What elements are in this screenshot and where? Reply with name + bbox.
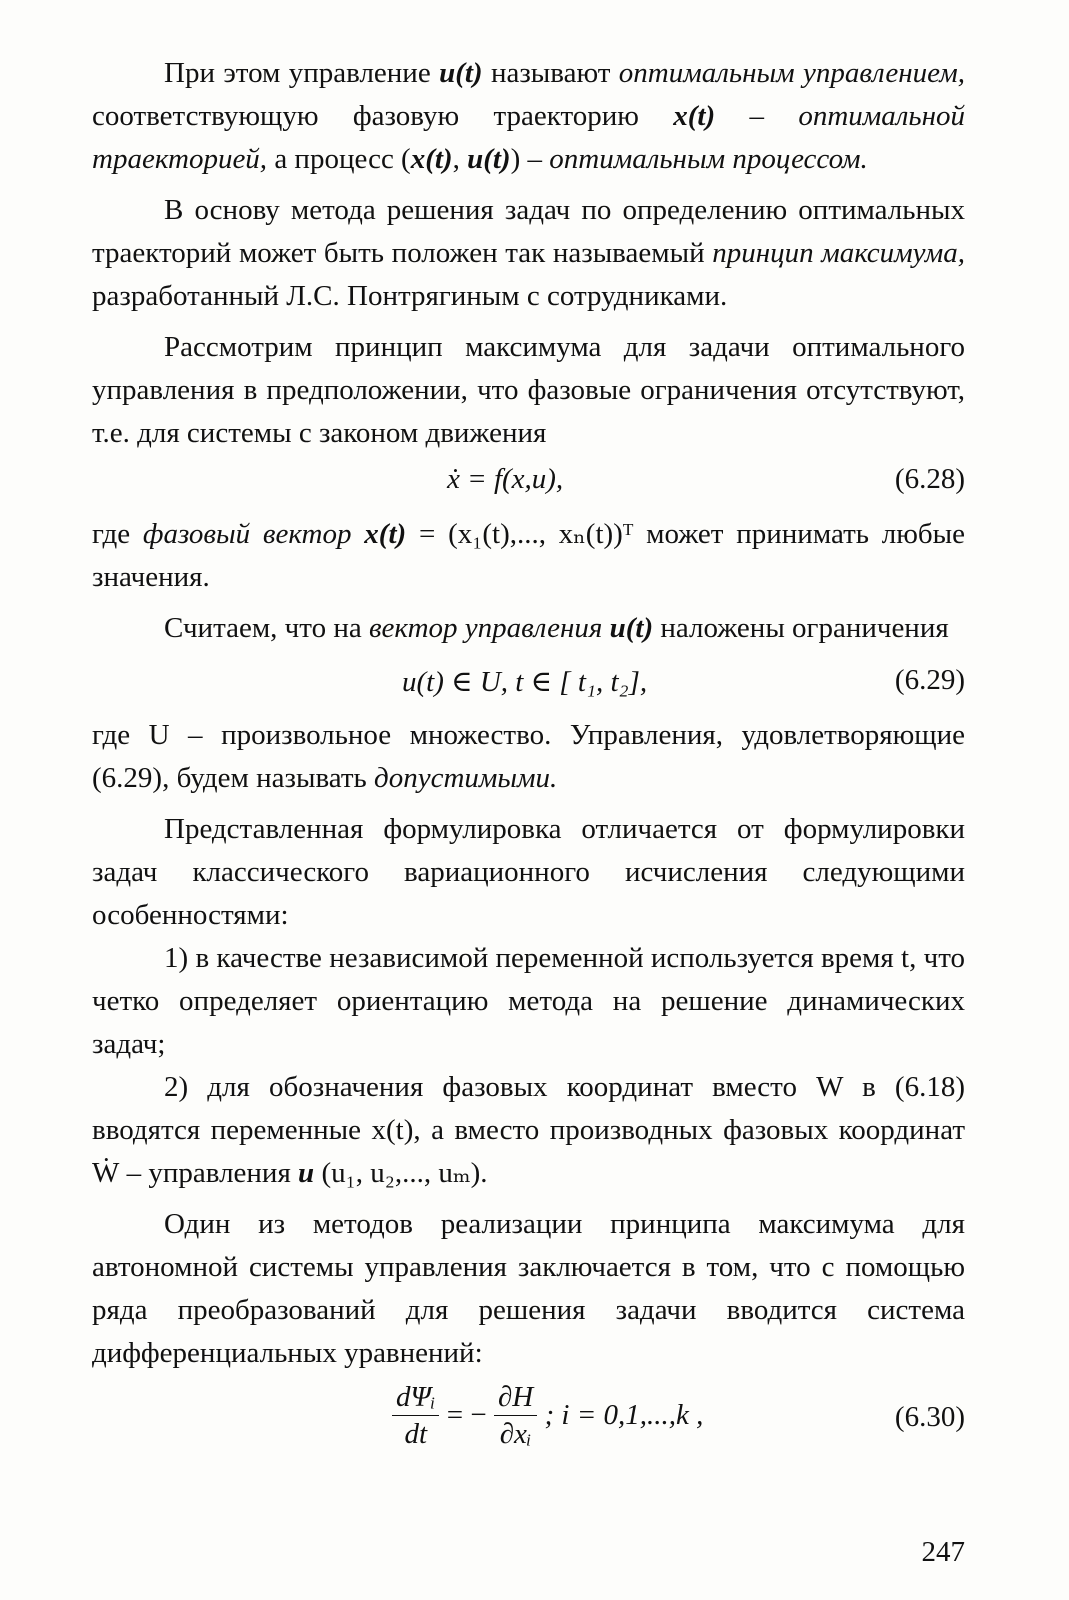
equation-6-28 [92, 455, 965, 513]
text: = (x₁(t),..., xₙ(t))ᵀ может принимать любые значения. [92, 518, 966, 593]
text: где U – произвольное множество. Управления, удовлетворяющие (6.29), будем называть [92, 719, 965, 794]
term-phase-vector: фазовый вектор [142, 518, 352, 550]
text: ) – [510, 143, 550, 175]
term-admissible: допустимыми. [374, 762, 558, 794]
term-optimal-trajectory: оптимальной траекторией, [92, 100, 965, 175]
equation-number: (6.28) [894, 463, 965, 495]
equation-formula: ẋ = f(x,u), [447, 463, 564, 495]
denominator: ∂xᵢ [499, 1418, 532, 1450]
paragraph-maximum-principle [92, 189, 965, 318]
text: 2) для обозначения фазовых координат вместо W в (6.18) вводятся переменные x(t), а вместо производных фазовых координат Ẇ – управления [92, 1071, 965, 1189]
paragraph-optimal-control [92, 52, 965, 181]
list-item-1: 1) в качестве независимой переменной используется время t, что четко определяет ориентацию метода на решение динамических задач; [92, 942, 965, 1060]
denominator: dt [404, 1418, 428, 1450]
text: а процесс ( [267, 143, 411, 175]
page-number: 247 [921, 1536, 965, 1568]
var-x: x(t) [673, 100, 716, 132]
equation-tail: ; i = 0,1,...,k , [544, 1399, 704, 1431]
var-u: u(t) [439, 57, 483, 89]
text: – [715, 100, 799, 132]
term-maximum-principle: принцип максимума, [712, 237, 966, 269]
paragraph-phase-vector [92, 513, 965, 599]
paragraph-method: Один из методов реализации принципа максимума для автономной системы управления заключается в том, что с помощью ряда преобразований для решения задачи вводится система дифференциальных уравнений: [92, 1208, 965, 1369]
text: наложены ограничения [653, 612, 949, 644]
text: разработанный Л.С. Понтрягиным с сотрудниками. [92, 280, 728, 312]
text: соответствующую фазовую траекторию [92, 100, 674, 132]
paragraph-admissible [92, 714, 965, 800]
term-control-vector: вектор управления [368, 612, 603, 644]
text: называют [482, 57, 619, 89]
equation-6-30 [92, 1375, 965, 1471]
var-x: x(t) [364, 518, 407, 550]
text: Считаем, что на [164, 612, 369, 644]
equals-minus: = − [446, 1399, 487, 1431]
term-optimal-process: оптимальным процессом. [549, 143, 868, 175]
text: При этом управление [164, 57, 440, 89]
var-x: x(t) [410, 143, 453, 175]
var-u: u(t) [609, 612, 654, 644]
numerator: ∂H [494, 1379, 537, 1416]
text: , [452, 143, 468, 175]
equation-formula [392, 1379, 703, 1452]
equation-number: (6.30) [894, 1401, 965, 1433]
var-u: u(t) [467, 143, 511, 175]
paragraph-formulation: Представленная формулировка отличается от формулировки задач классического вариационного исчисления следующими особенностями: [92, 813, 965, 931]
fraction [392, 1379, 439, 1452]
text [352, 518, 365, 550]
paragraph-consider: Рассмотрим принцип максимума для задачи оптимального управления в предположении, что фазовые ограничения отсутствуют, т.е. для системы с законом движения [92, 331, 965, 449]
fraction [494, 1379, 537, 1452]
list-item-2 [92, 1066, 965, 1195]
text: (u₁, u₂,..., uₘ). [314, 1157, 488, 1189]
text: где [92, 518, 143, 550]
numerator: dΨᵢ [392, 1379, 439, 1416]
text: В основу метода решения задач по определению оптимальных траекторий может быть положен так называемый [92, 194, 965, 269]
term-optimal-control: оптимальным управлением, [618, 57, 965, 89]
equation-number: (6.29) [894, 664, 965, 696]
paragraph-control-vector [92, 607, 965, 650]
var-u: u [298, 1157, 315, 1189]
equation-formula: u(t) ∈ U, t ∈ [ t₁, t₂], [402, 666, 648, 698]
equation-6-29 [92, 656, 965, 714]
text [602, 612, 609, 644]
